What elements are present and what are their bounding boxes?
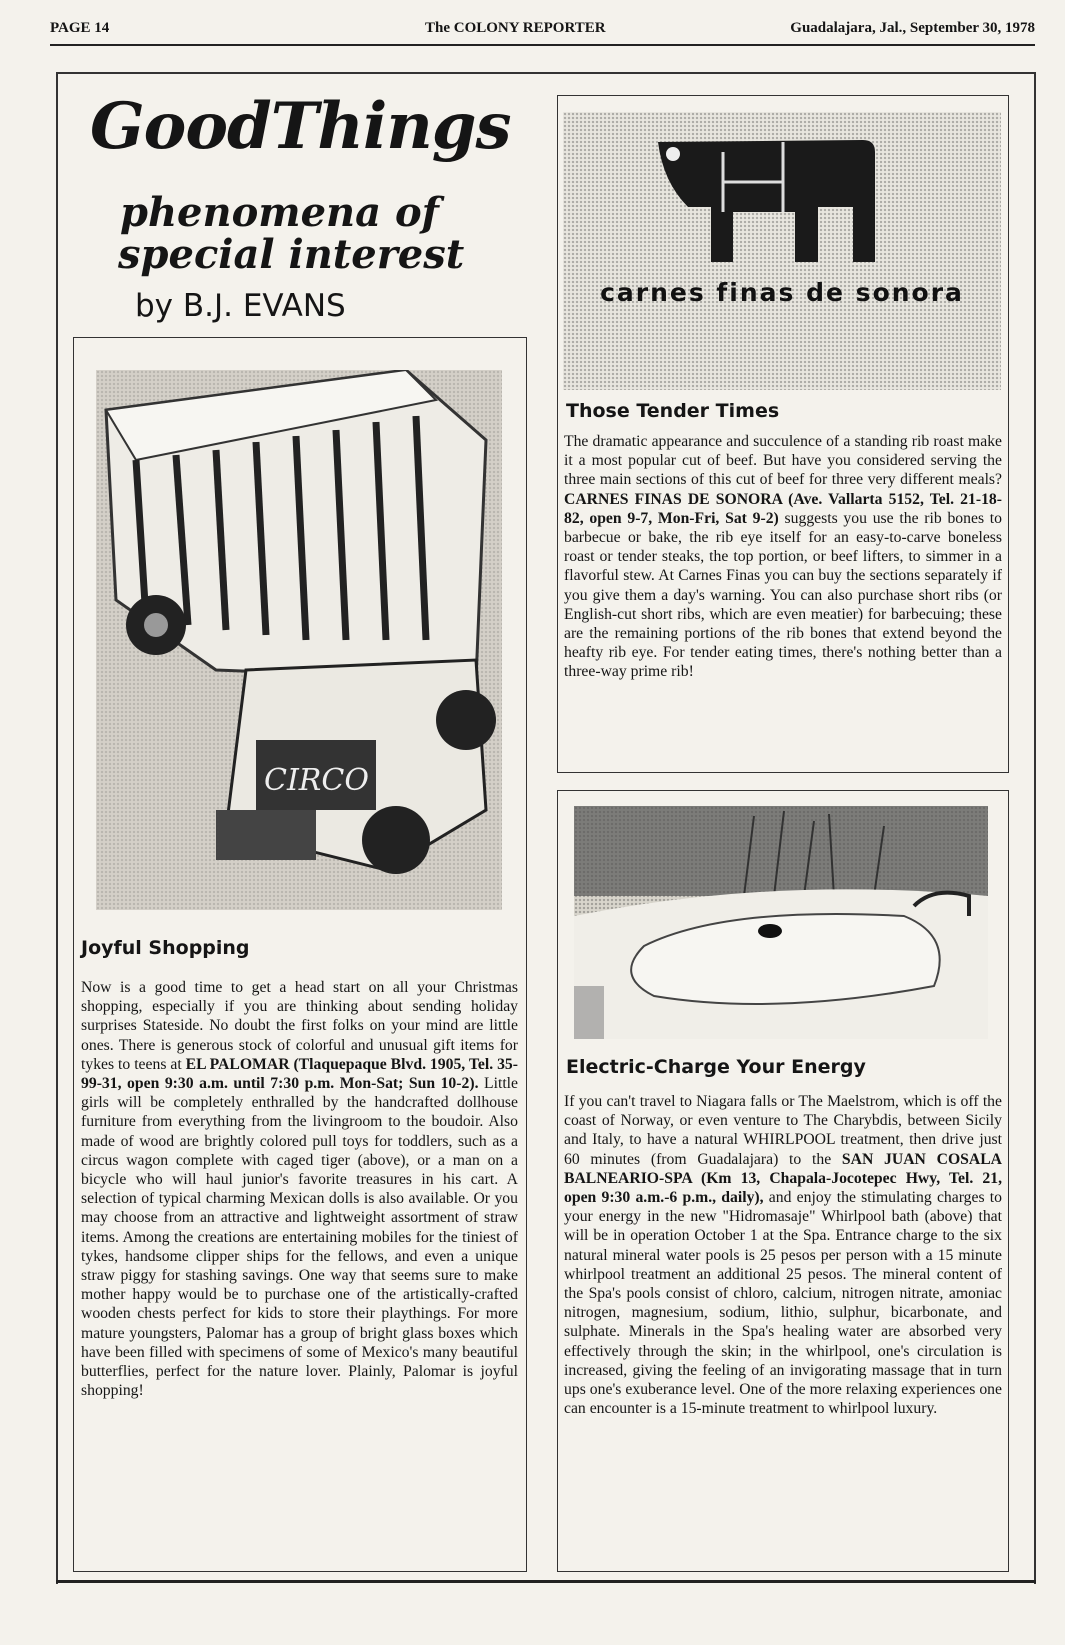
electric-spa-info: SAN JUAN COSALA BALNEARIO-SPA (Km 13, Chapala-Jocotepec Hwy, Tel. 21, open 9:30 a.m.-6 p.m., daily), [564,1150,1003,1207]
tender-store-info: CARNES FINAS DE SONORA (Ave. Vallarta 5152, Tel. 21-18-82, open 9-7, Mon-Fri, Sat 9-2) [564,490,1002,527]
tender-text-part1: The dramatic appearance and succulence of a standing rib roast make it a most popular cut of beef. But have you considered serving the three main sections of this cut of beef for three very different meals? [564,433,1002,489]
whirlpool-photo [574,806,988,1039]
masthead-title: GoodThings [90,89,511,164]
electric-charge-heading: Electric-Charge Your Energy [566,1056,866,1078]
masthead-subtitle-1: phenomena of [120,189,439,236]
masthead-subtitle-2: special interest [118,231,465,278]
carnes-finas-ad [563,112,1001,390]
truck-lettering: CIRCO [264,763,369,798]
column-masthead [90,89,530,335]
header-rule [50,44,1035,46]
ad-tagline: carnes finas de sonora [600,278,964,307]
electric-text-part1: If you can't travel to Niagara falls or The Maelstrom, which is off the coast of Norway, or even venture to The Charybdis, between Sicily and Italy, to have a natural WHIRLPOOL treatment, then drive just 60 minutes (from Guadalajara) to the [564,1093,1002,1168]
cow-logo [563,112,1001,390]
toy-truck-illustration [96,370,502,910]
whirlpool-illustration [574,806,988,1039]
dateline: Guadalajara, Jal., September 30, 1978 [790,20,1035,36]
byline: by B.J. EVANS [135,288,346,324]
electric-charge-text [564,1092,1002,1418]
tender-times-heading: Those Tender Times [566,400,780,422]
joyful-shopping-heading: Joyful Shopping [81,937,250,959]
joyful-shopping-text [81,978,518,1400]
joyful-text-part1: Now is a good time to get a head start on all your Christmas shopping, especially if you are thinking about sending holiday surprises Stateside. No doubt the first folks on your mind are little ones. There is generous stock of colorful and unusual gift items for tykes to teens at [81,979,518,1073]
page-header [50,20,1035,42]
toy-truck-photo [96,370,502,910]
tender-times-text [564,432,1002,682]
joyful-store-info: EL PALOMAR (Tlaquepaque Blvd. 1905, Tel. 35-99-31, open 9:30 a.m. until 7:30 p.m. Mon-Sat; Sun 10-2). [81,1055,518,1093]
page-number: PAGE 14 [50,20,110,36]
joyful-text-part2: Little girls will be completely enthralled by the handcrafted dollhouse furniture from everything from the livingroom to the boudoir. Also made of wood are brightly colored pull toys for toddlers, such as a circus wagon complete with caged tiger (above), or a man on a bicycle who will haul junior's favorite treasures in his cart. A selection of typical charming Mexican dolls is also available. Or you may choose from an attractive and lightweight assortment of straw items. Among the creations are entertaining mobiles for the tiniest of tykes, handsome clipper ships for the fellows, and even a unique straw piggy for stashing savings. One way that seems sure to make mother happy would be to purchase one of the artistically-crafted wooden chests perfect for kids to store their playthings. For more mature youngsters, Palomar has a group of bright glass boxes which have been filled with specimens of some of Mexico's many beautiful butterflies, perfect for the nature lover. Plainly, Palomar is joyful shopping! [81,1075,519,1400]
bottom-rule [56,1580,1036,1583]
tender-text-part2: suggests you use the rib bones to barbecue or bake, the rib eye itself for an easy-to-carve boneless roast or tender steaks, the top portion, or beef lifters, to simmer in a flavorful stew. At Carnes Finas you can buy the sections separately if you give them a day's warning. You can also purchase short ribs (or English-cut short ribs, which are even meatier) for barbecuing; these are the remaining portions of the rib bones that extend beyond the heafty rib eye. For tender eating times, there's nothing better than a three-way prime rib! [564,509,1002,681]
electric-text-part2: and enjoy the stimulating charges to your energy in the new "Hidromasaje" Whirlpool bath (above) that will be in operation October 1 at the Spa. Entrance charge to the six natural mineral water pools is 25 pesos per person with a 15 minute whirlpool treatment an additional 25 pesos. The mineral content of the Spa's pools consist of chloro, calcium, nitrogen nitrate, amoniac nitrogen, magnesium, sodium, lithio, sulphur, bicarbonate, and sulphate. Minerals in the Spa's healing water are absorbed very effectively through the skin; in the whirlpool, one's circulation is increased, giving the feeling of an invigorating massage that in turn ups one's exuberance level. One of the more relaxing experiences one can encounter is a 15-minute treatment to whirlpool luxury. [564,1189,1002,1418]
newspaper-name: The COLONY REPORTER [425,20,606,36]
